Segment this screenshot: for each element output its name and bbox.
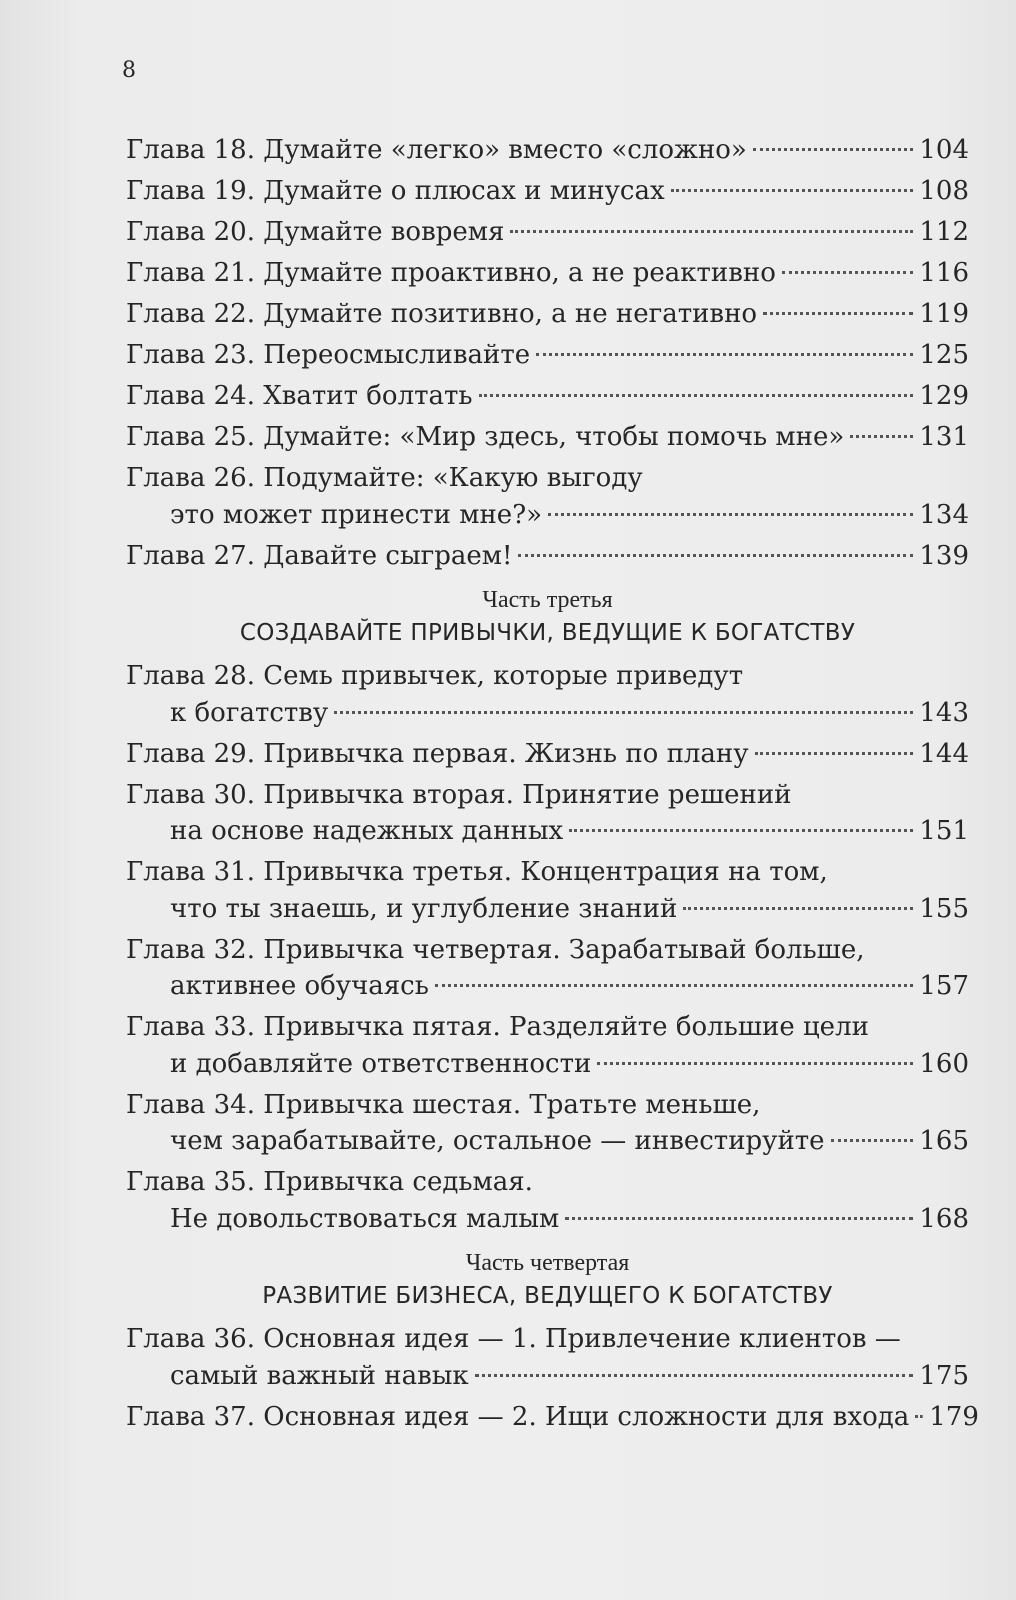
dot-leader [565,1217,913,1220]
part-heading [126,1247,969,1313]
page-number: 8 [122,58,136,83]
chapter-page-number: 175 [919,1360,969,1391]
toc-entry[interactable] [126,214,969,251]
dot-leader [569,829,913,832]
chapter-title-continuation: Не довольствоваться малым [170,1203,560,1234]
dot-leader [334,711,913,714]
chapter-page-number: 151 [919,816,969,846]
toc-entry[interactable] [126,854,969,927]
chapter-title-continuation: и добавляйте ответственности [170,1048,592,1079]
part-title: СОЗДАВАЙТЕ ПРИВЫЧКИ, ВЕДУЩИЕ К БОГАТСТВУ [239,620,856,646]
dot-leader [475,1374,914,1377]
chapter-page-number: 108 [919,176,969,206]
chapter-page-number: 119 [919,299,969,329]
dot-leader [782,271,913,274]
toc-entry[interactable] [126,378,969,415]
chapter-page-number: 116 [919,258,969,288]
toc-entry[interactable] [126,932,969,1005]
chapter-title: Глава 19. Думайте о плюсах и минусах [126,176,665,206]
chapter-title-continuation: это может принести мне?» [170,499,543,530]
dot-leader [683,907,913,910]
toc-entry[interactable] [126,419,969,456]
chapter-page-number: 155 [919,893,969,924]
chapter-title: Глава 20. Думайте вовремя [126,217,505,247]
chapter-title: Глава 21. Думайте проактивно, а не реактивно [126,258,776,288]
part-label: Часть четвертая [465,1250,630,1276]
chapter-title: Глава 34. Привычка шестая. Тратьте меньше, [126,1089,761,1120]
toc-entry[interactable] [126,255,969,292]
dot-leader [597,1062,913,1065]
chapter-title: Глава 29. Привычка первая. Жизнь по плану [126,738,749,769]
toc-entry[interactable] [126,1009,969,1082]
dot-leader [753,148,914,151]
chapter-page-number: 112 [919,217,969,247]
chapter-title: Глава 24. Хватит болтать [126,381,473,411]
chapter-title: Глава 23. Переосмысливайте [126,340,531,370]
toc-entry[interactable] [126,132,969,169]
chapter-title: Глава 30. Привычка вторая. Принятие решений [126,779,792,810]
part-title: РАЗВИТИЕ БИЗНЕСА, ВЕДУЩЕГО К БОГАТСТВУ [262,1283,833,1309]
chapter-page-number: 131 [919,422,969,452]
chapter-title: Глава 31. Привычка третья. Концентрация на том, [126,857,828,887]
dot-leader [763,312,913,315]
chapter-page-number: 157 [919,971,969,1001]
chapter-title-continuation: к богатству [170,697,329,728]
toc-entry[interactable] [126,296,969,333]
chapter-page-number: 129 [919,381,969,411]
dot-leader [536,353,913,356]
dot-leader [479,394,914,397]
dot-leader [548,513,913,516]
chapter-page-number: 168 [919,1203,969,1234]
toc-entry[interactable] [126,460,969,533]
dot-leader [435,984,913,987]
dot-leader [850,435,913,438]
toc-entry[interactable] [126,1164,969,1237]
table-of-contents [126,132,979,1440]
chapter-title: Глава 25. Думайте: «Мир здесь, чтобы помочь мне» [126,422,845,452]
chapter-title-continuation: чем зарабатывайте, остальное — инвестируйте [170,1126,825,1156]
toc-entry[interactable] [126,777,969,850]
toc-entry[interactable] [126,736,969,773]
dot-leader [755,752,914,755]
chapter-page-number: 143 [919,697,969,728]
chapter-page-number: 104 [919,135,969,165]
toc-entry[interactable] [126,173,969,210]
toc-entry[interactable] [126,538,969,575]
chapter-page-number: 144 [919,738,969,769]
dot-leader [671,189,914,192]
chapter-title: Глава 22. Думайте позитивно, а не негативно [126,299,758,329]
chapter-title-continuation: активнее обучаясь [170,971,429,1001]
part-heading [126,584,969,650]
chapter-title: Глава 33. Привычка пятая. Разделяйте большие цели [126,1012,869,1042]
chapter-title: Глава 28. Семь привычек, которые приведут [126,661,744,691]
chapter-page-number: 134 [919,499,969,530]
chapter-title-continuation: на основе надежных данных [170,816,564,846]
toc-entry[interactable] [126,1087,969,1160]
chapter-page-number: 165 [919,1126,969,1156]
chapter-title: Глава 18. Думайте «легко» вместо «сложно» [126,135,747,165]
chapter-title: Глава 36. Основная идея — 1. Привлечение клиентов — [126,1324,901,1354]
chapter-page-number: 160 [919,1048,969,1079]
chapter-title-continuation: самый важный навык [170,1360,469,1391]
chapter-title: Глава 37. Основная идея — 2. Ищи сложности для входа [126,1401,910,1432]
dot-leader [510,230,913,233]
chapter-page-number: 125 [919,340,969,370]
chapter-title: Глава 26. Подумайте: «Какую выгоду [126,463,643,493]
chapter-title: Глава 32. Привычка четвертая. Зарабатывай больше, [126,934,865,965]
toc-entry[interactable] [126,658,969,731]
chapter-title-continuation: что ты знаешь, и углубление знаний [170,893,678,924]
toc-entry[interactable] [126,337,969,374]
chapter-title: Глава 27. Давайте сыграем! [126,540,513,571]
toc-entry[interactable] [126,1399,979,1436]
chapter-page-number: 139 [919,540,969,571]
dot-leader [915,1415,923,1418]
dot-leader [831,1139,914,1142]
chapter-page-number: 179 [929,1401,979,1432]
chapter-title: Глава 35. Привычка седьмая. [126,1167,533,1197]
dot-leader [518,554,913,557]
toc-entry[interactable] [126,1321,969,1394]
part-label: Часть третья [482,587,613,613]
